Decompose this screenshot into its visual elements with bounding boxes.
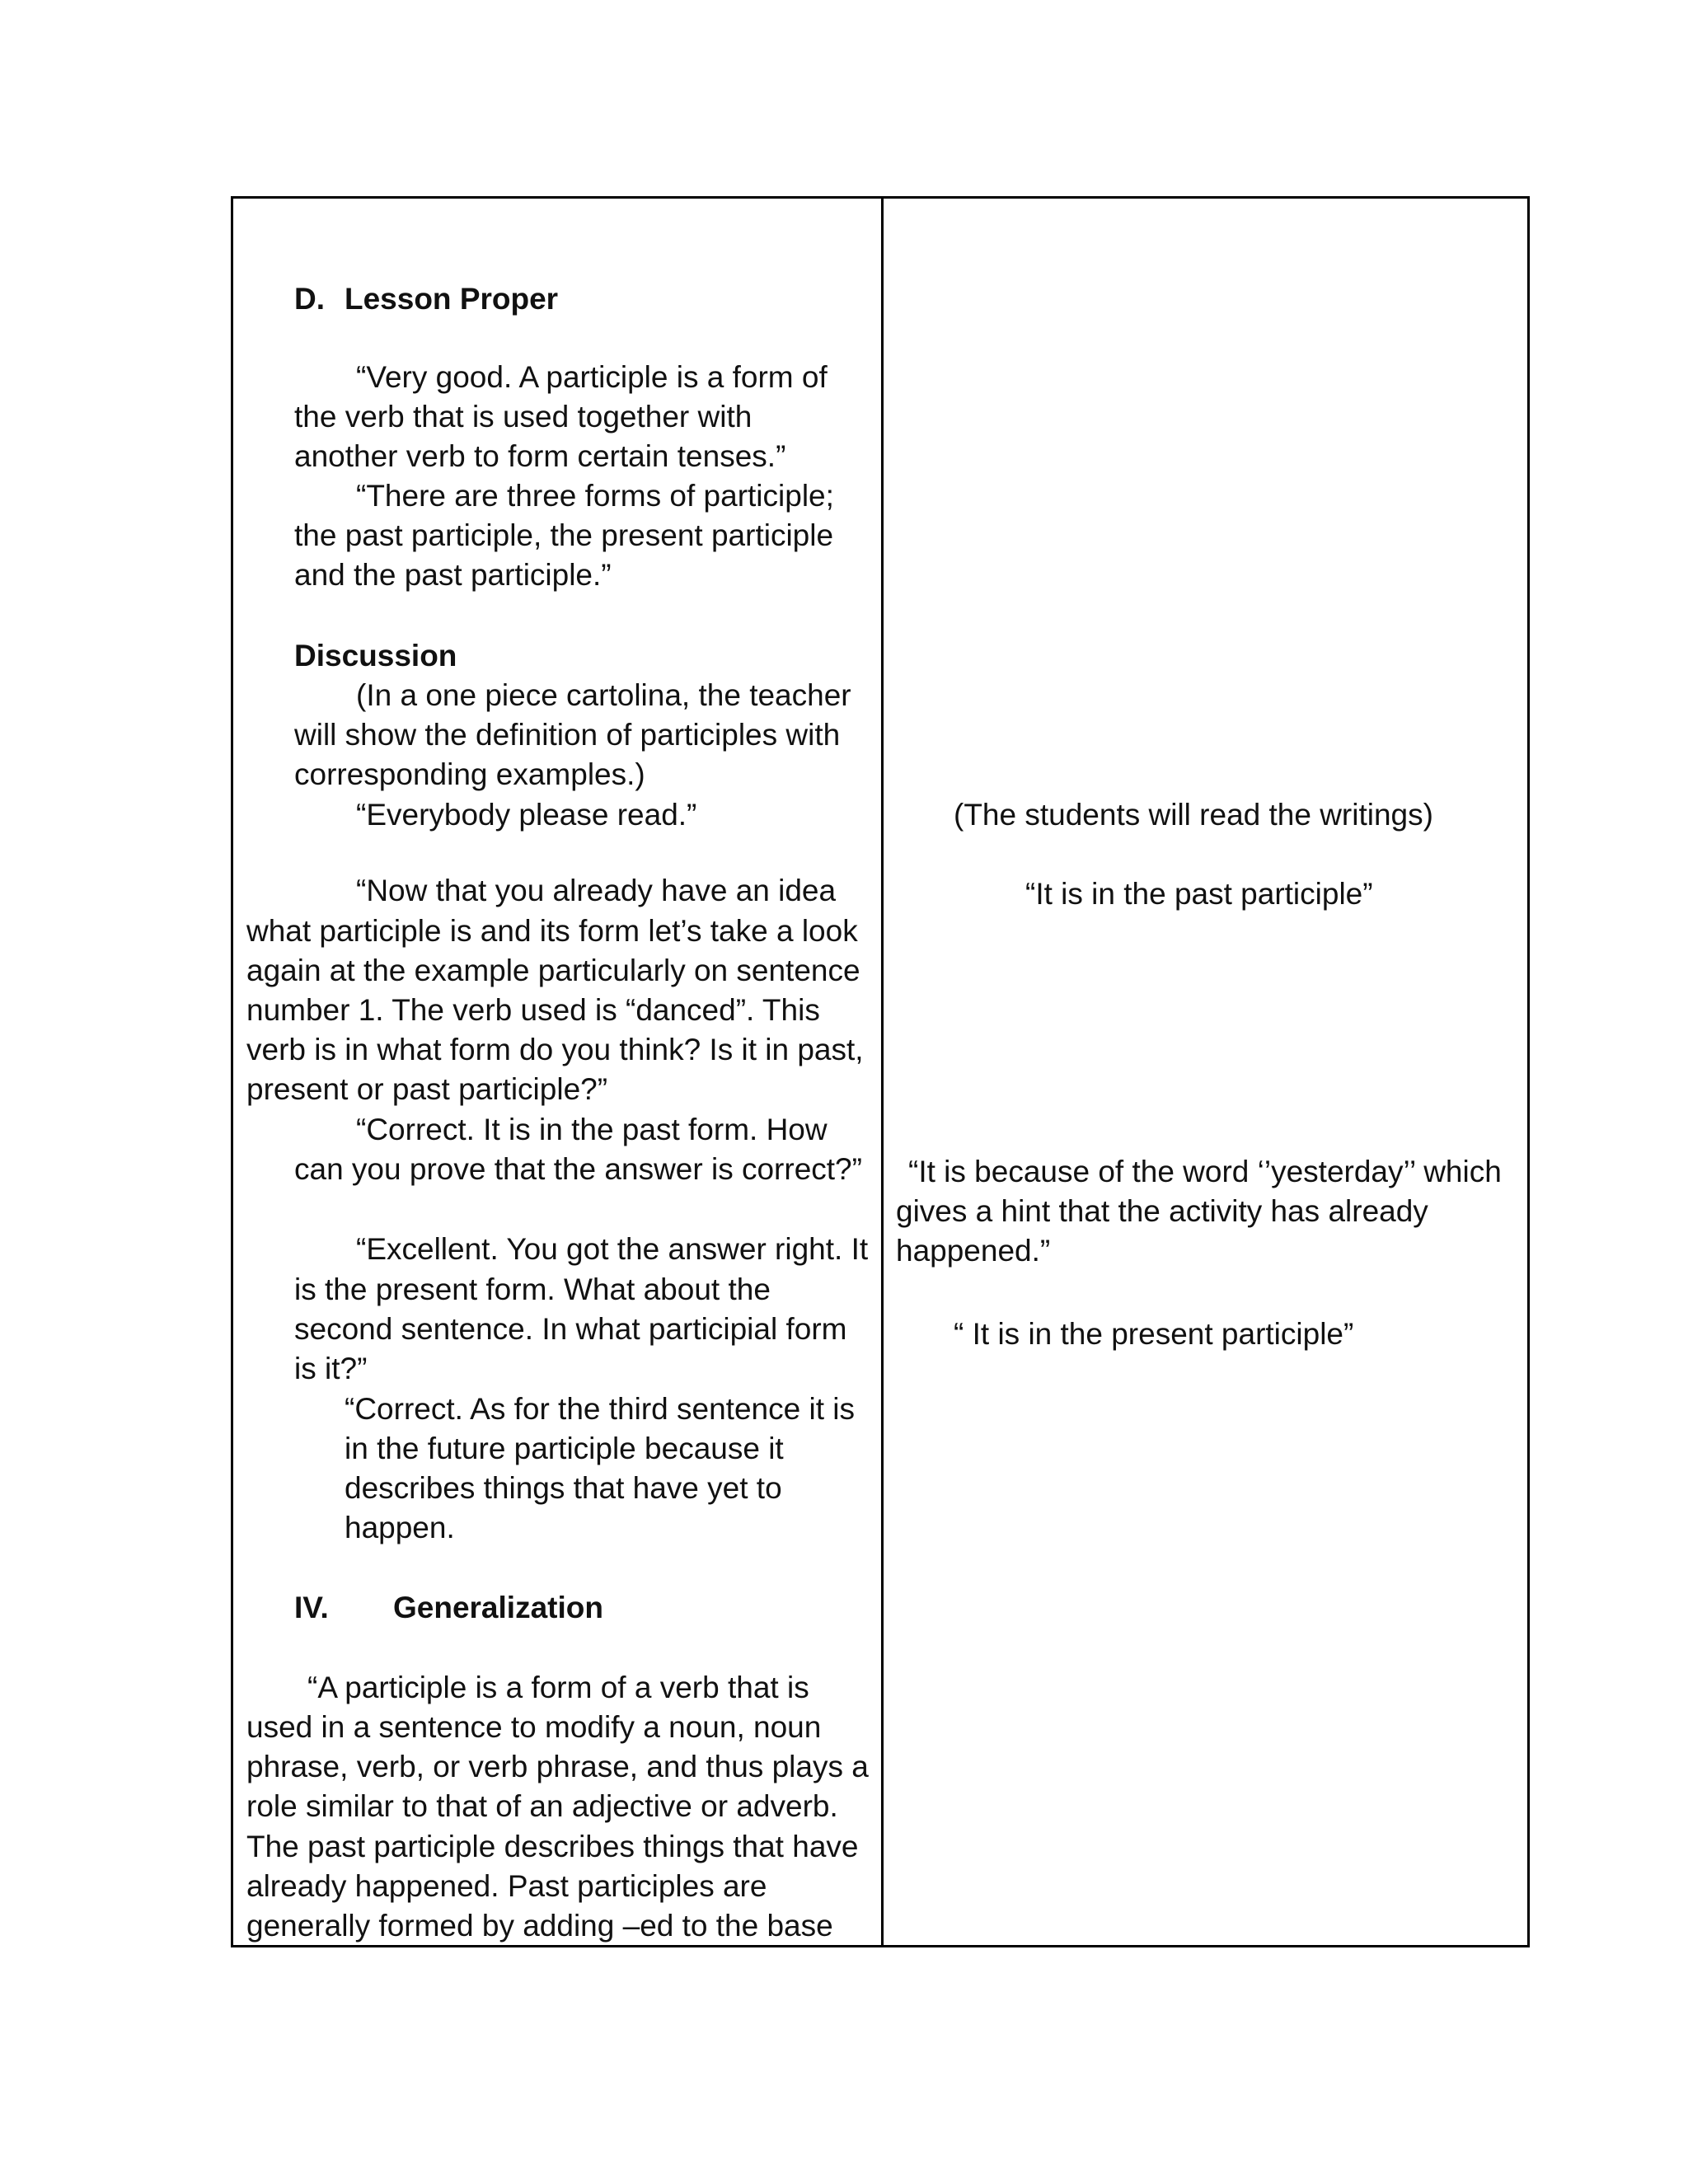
- paragraph-line: “There are three forms of participle;: [356, 479, 834, 513]
- paragraph-line: the past participle, the present participle: [294, 518, 834, 552]
- paragraph-line: in the future participle because it: [345, 1432, 784, 1465]
- paragraph-line: “Very good. A participle is a form of: [356, 360, 828, 394]
- student-response: gives a hint that the activity has already: [896, 1194, 1428, 1228]
- paragraph-line: generally formed by adding –ed to the base: [246, 1909, 833, 1943]
- paragraph-line: will show the definition of participles with: [294, 718, 841, 752]
- paragraph-line: happen.: [345, 1511, 455, 1544]
- paragraph-line: is it?”: [294, 1352, 368, 1385]
- section-iv-title: Generalization: [393, 1591, 603, 1624]
- paragraph-line: used in a sentence to modify a noun, noun: [246, 1710, 822, 1744]
- paragraph-line: number 1. The verb used is “danced”. This: [246, 993, 820, 1027]
- paragraph-line: describes things that have yet to: [345, 1471, 782, 1505]
- paragraph-line: “A participle is a form of a verb that is: [307, 1671, 809, 1704]
- paragraph-line: another verb to form certain tenses.”: [294, 439, 786, 473]
- student-response: “It is because of the word ‘’yesterday’’ which: [908, 1155, 1502, 1188]
- paragraph-line: is the present form. What about the: [294, 1272, 771, 1306]
- paragraph-line: corresponding examples.): [294, 757, 645, 791]
- paragraph-line: phrase, verb, or verb phrase, and thus plays a: [246, 1750, 869, 1783]
- paragraph-line: “Everybody please read.”: [356, 798, 697, 832]
- paragraph-line: the verb that is used together with: [294, 400, 753, 434]
- section-iv-label: IV.: [294, 1591, 329, 1624]
- paragraph-line: what participle is and its form let’s take a look: [246, 914, 858, 948]
- student-response: happened.”: [896, 1234, 1051, 1268]
- paragraph-line: can you prove that the answer is correct?”: [294, 1152, 862, 1186]
- paragraph-line: “Excellent. You got the answer right. It: [356, 1232, 869, 1266]
- column-divider: [881, 199, 884, 1945]
- paragraph-line: and the past participle.”: [294, 558, 612, 592]
- paragraph-line: role similar to that of an adjective or adverb.: [246, 1789, 838, 1823]
- student-response: “It is in the past participle”: [1025, 877, 1373, 911]
- paragraph-line: “Correct. As for the third sentence it is: [345, 1392, 855, 1426]
- paragraph-line: The past participle describes things that have: [246, 1830, 859, 1863]
- discussion-heading: Discussion: [294, 639, 457, 673]
- section-d-label: D.: [294, 282, 325, 316]
- student-response: (The students will read the writings): [954, 798, 1433, 832]
- paragraph-line: again at the example particularly on sentence: [246, 954, 860, 987]
- paragraph-line: second sentence. In what participial form: [294, 1312, 847, 1346]
- section-d-title: Lesson Proper: [345, 282, 559, 316]
- paragraph-line: already happened. Past participles are: [246, 1869, 767, 1903]
- paragraph-line: verb is in what form do you think? Is it in past,: [246, 1033, 864, 1066]
- paragraph-line: “Correct. It is in the past form. How: [356, 1113, 828, 1146]
- paragraph-line: “Now that you already have an idea: [356, 874, 837, 907]
- paragraph-line: present or past participle?”: [246, 1072, 608, 1106]
- student-response: “ It is in the present participle”: [954, 1317, 1354, 1351]
- paragraph-line: (In a one piece cartolina, the teacher: [356, 678, 851, 712]
